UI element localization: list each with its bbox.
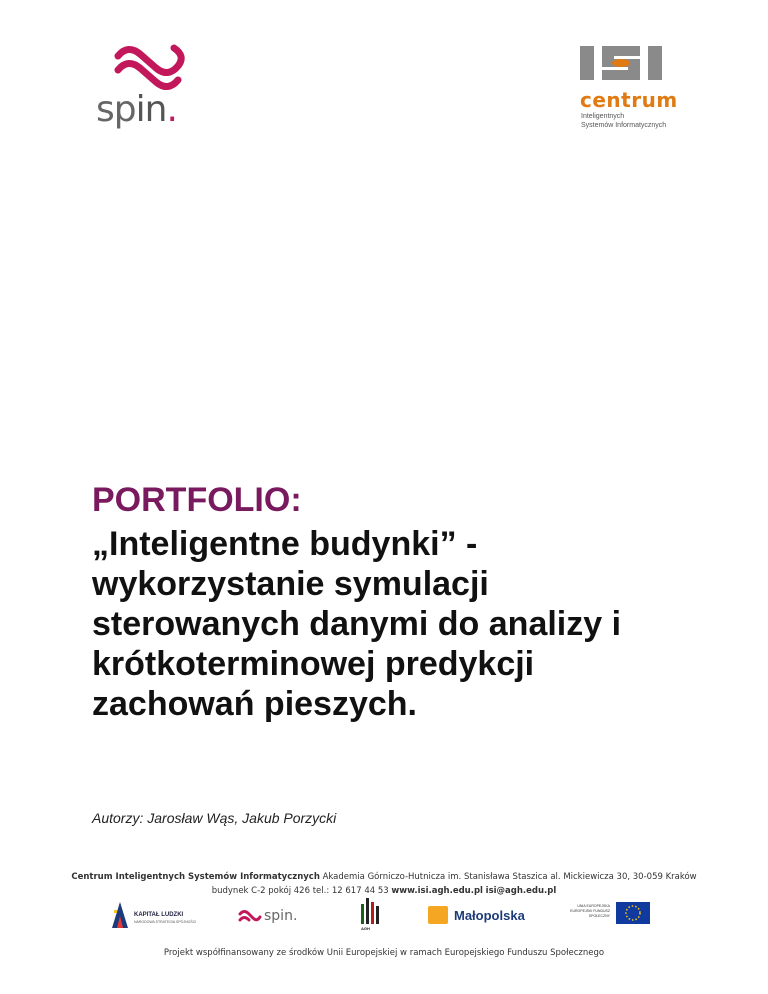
malopolska-text: Małopolska: [454, 908, 525, 923]
footer-phone: tel.: 12 617 44 53: [312, 886, 389, 896]
title-line-5: zachowań pieszych.: [92, 685, 417, 723]
spin-wordmark: [96, 90, 177, 130]
agh-text: AGH: [361, 926, 370, 931]
malopolska-logo: [428, 898, 538, 934]
kapital-ludzki-title: KAPITAŁ LUDZKI: [134, 912, 184, 918]
isi-subtitle: [581, 112, 691, 130]
title-portfolio-label: PORTFOLIO:: [92, 481, 302, 519]
isi-sub-line2: Systemów Informatycznych: [581, 122, 667, 129]
spin-chain-icon: [110, 40, 188, 92]
footer-website[interactable]: www.isi.agh.edu.pl: [391, 886, 483, 896]
isi-centrum-text: centrum: [580, 88, 678, 112]
spin-logo: [96, 40, 196, 132]
kapital-ludzki-logo: [110, 898, 210, 934]
agh-logo: [358, 898, 382, 934]
isi-sub-line1: Inteligentnych: [581, 113, 625, 120]
malopolska-emblem-icon: [428, 906, 448, 924]
title-main: [92, 524, 652, 724]
footer-project-note: Projekt współfinansowany ze środków Unii Europejskiej w ramach Europejskiego Funduszu Społecznego: [163, 948, 605, 958]
isi-centrum-logo: [580, 46, 690, 136]
footer-address: [0, 870, 768, 898]
footer-street: al. Mickiewicza 30, 30-059 Kraków: [550, 872, 697, 882]
footer-room: budynek C-2 pokój 426: [211, 886, 310, 896]
eu-text: UNIA EUROPEJSKA EUROPEJSKI FUNDUSZ SPOŁECZNY: [570, 904, 610, 918]
footer-org: Centrum Inteligentnych Systemów Informatycznych: [71, 872, 320, 882]
title-line-1: „Inteligentne budynki” -: [92, 525, 478, 563]
spin-small-text: spin.: [264, 908, 298, 924]
agh-icon: [361, 898, 379, 924]
document-title: [92, 480, 652, 724]
title-line-4: krótkoterminowej predykcji: [92, 645, 535, 683]
kapital-ludzki-sub: NARODOWA STRATEGIA SPÓJNOŚCI: [134, 920, 197, 924]
spin-text-in: in: [135, 89, 167, 130]
spin-text-sp: sp: [96, 89, 136, 130]
sponsor-logos: [110, 898, 670, 940]
spin-text-dot: .: [166, 89, 177, 130]
footer-email[interactable]: isi@agh.edu.pl: [485, 886, 557, 896]
isi-letters-icon: [580, 46, 672, 80]
eu-flag-icon: [616, 902, 650, 924]
authors: Autorzy: Jarosław Wąs, Jakub Porzycki: [92, 810, 337, 826]
title-line-3: sterowanych danymi do analizy i: [92, 605, 622, 643]
spin-small-icon: [238, 908, 262, 926]
kapital-ludzki-icon: [110, 900, 130, 930]
title-line-2: wykorzystanie symulacji: [92, 565, 489, 603]
eu-logo: [566, 898, 658, 934]
footer-univ: Akademia Górniczo-Hutnicza im. Stanisława Staszica: [322, 872, 548, 882]
spin-small-logo: [238, 898, 318, 934]
